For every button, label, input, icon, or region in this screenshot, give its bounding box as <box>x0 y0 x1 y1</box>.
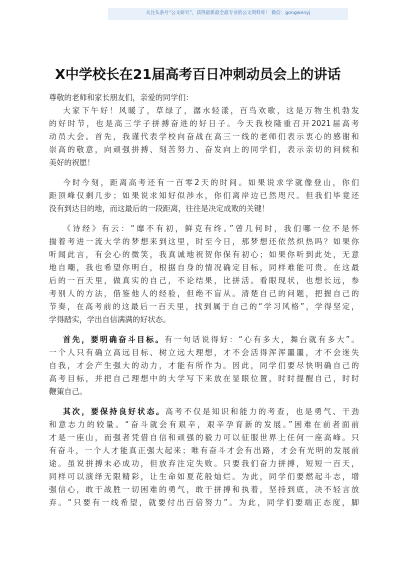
paragraph-line: 大家下午好！风暖了，草绿了，潺水轻漾，百鸟欢歌，这是万物生机勃发 <box>63 106 359 115</box>
paragraph-line: 崇高的敬意，向顽强拼搏、刻苦努力、奋发向上的同学们，表示亲切的问候和 <box>49 145 359 154</box>
paragraph-line: 《诗经》有云：“靡不有初，鲜克有终。”曾几何时，我们哪一位不是怀 <box>63 224 359 233</box>
paragraph-line: 距顶峰仅剩几步；如果说求知好似渉水，你们离岸边已然咫尺。但我们毕竟还 <box>49 191 359 200</box>
paragraph-line: 的好时节，也是高三学子拼搏奋进的好日子。今天我校隆重召开2021届高考 <box>49 119 359 128</box>
paragraph-line: 揣着考进一流大学的梦想来到这里，时至今日，那梦想还依然炽热吗？如果你 <box>49 237 359 246</box>
paragraph-line: 和意志力的较量。“奋斗就会有艰辛，艰辛孕育新的发展。”困难在前者面前 <box>49 420 359 429</box>
paragraph-line: 今时今刻，距离高考还有一百零2天的时间。如果说求学就像登山，你们 <box>63 178 359 187</box>
lead-rest-text: 高考不仅是知识和能力的考查，也是勇气、干劲 <box>165 407 359 416</box>
watermark-banner: 关注头条号“公文研究”，获得最新最全最专业的公文资料库！ 微信：gongwenyj <box>108 8 348 20</box>
paragraph-3 <box>49 222 359 326</box>
lead-rest-text: 有一句话说得好：“心有多大，舞台就有多大”。 <box>164 335 359 344</box>
paragraph-line: 考别人的方法，借鉴他人的经验，但绝不盲从。清楚自己的问题，把握自己的 <box>49 289 359 298</box>
paragraph-line: 同样可以演绎无限精彩，让生命如夏花般灿烂。为此，同学们要燃起斗志，增 <box>49 472 359 481</box>
paragraph-line: 强信心，敢于战胜一切困难的勇气，敢于拼搏和执着，坚持到底，决不轻言放 <box>49 485 359 494</box>
paragraph-line: 弃。“只要有一线希望，就要付出百倍努力”。为此，同学们要端正态度，脚 <box>49 498 359 507</box>
paragraph-2 <box>49 176 359 215</box>
paragraph-line: 自我，才会产生强大的动力，才能有所作为。因此，同学们要尽快明确自己的 <box>49 361 359 370</box>
bold-lead-text: 首先，要明确奋斗目标。 <box>63 335 165 344</box>
paragraph-line: 后的一百天里，做真实的自己，不论结果，比拼活。看眼现状，也想长远，参 <box>49 276 359 285</box>
greeting: 尊敬的老师和家长朋友们，亲爱的同学们： <box>49 93 194 102</box>
document-body <box>49 91 359 509</box>
paragraph-line: 有奋斗，一个人才能真正强大起来；唯有奋斗才会有出路，才会有光明的发展前 <box>49 446 359 455</box>
paragraph-line: 动员大会。首先，我谨代表学校向奋战在高三一线的老师们表示衷心的感谢和 <box>49 132 359 141</box>
paragraph-line: 高考目标，并把自己理想中的大学写下来放在显眼位置，时时提醒自己，时时 <box>49 374 359 383</box>
paragraph-line: 才是一座山，而强者凭借自信和顽强的毅力可以征服世界上任何一座高峰。只 <box>49 433 359 442</box>
bold-lead-text: 其次，要保持良好状态。 <box>63 407 166 416</box>
paragraph-line-with-lead <box>49 405 359 418</box>
paragraph-line: 地自嘲，我也希望你明白，根据自身的情况确定目标，同样难能可贵。在这最 <box>49 263 359 272</box>
paragraph-4 <box>49 333 359 398</box>
page-title: X中学校长在21届高考百日冲刺动员会上的讲话 <box>55 67 341 83</box>
paragraph-line: 鞭策自己。 <box>49 387 87 396</box>
paragraph-line: 途。虽说拼搏未必成功，但放弃注定失败。只要我们奋力拼搏，短短一百天， <box>49 459 359 468</box>
paragraph-line: 听闻此言，有会心的微笑，我真诚地祝贺你保有初心；如果你听到此处，无意 <box>49 250 359 259</box>
paragraph-5 <box>49 405 359 509</box>
paragraph-line-with-lead <box>49 333 359 346</box>
paragraph-line: 美好的祝愿！ <box>49 158 95 167</box>
paragraph-1 <box>49 104 359 169</box>
paragraph-line: 没有到达目的地，而这最后的一段距离，往往是决定成败的关键！ <box>49 204 270 213</box>
paragraph-line: 节奏，在高考前的这最后一百天里，找到属于自己的“学习风格”，学得坚定， <box>49 302 359 311</box>
paragraph-line: 一个人只有确立高远目标、树立远大理想，才不会活得浑浑噩噩，才不会迷失 <box>49 348 359 357</box>
paragraph-line: 学得踏实，学出自信满满的好状态。 <box>49 315 171 324</box>
